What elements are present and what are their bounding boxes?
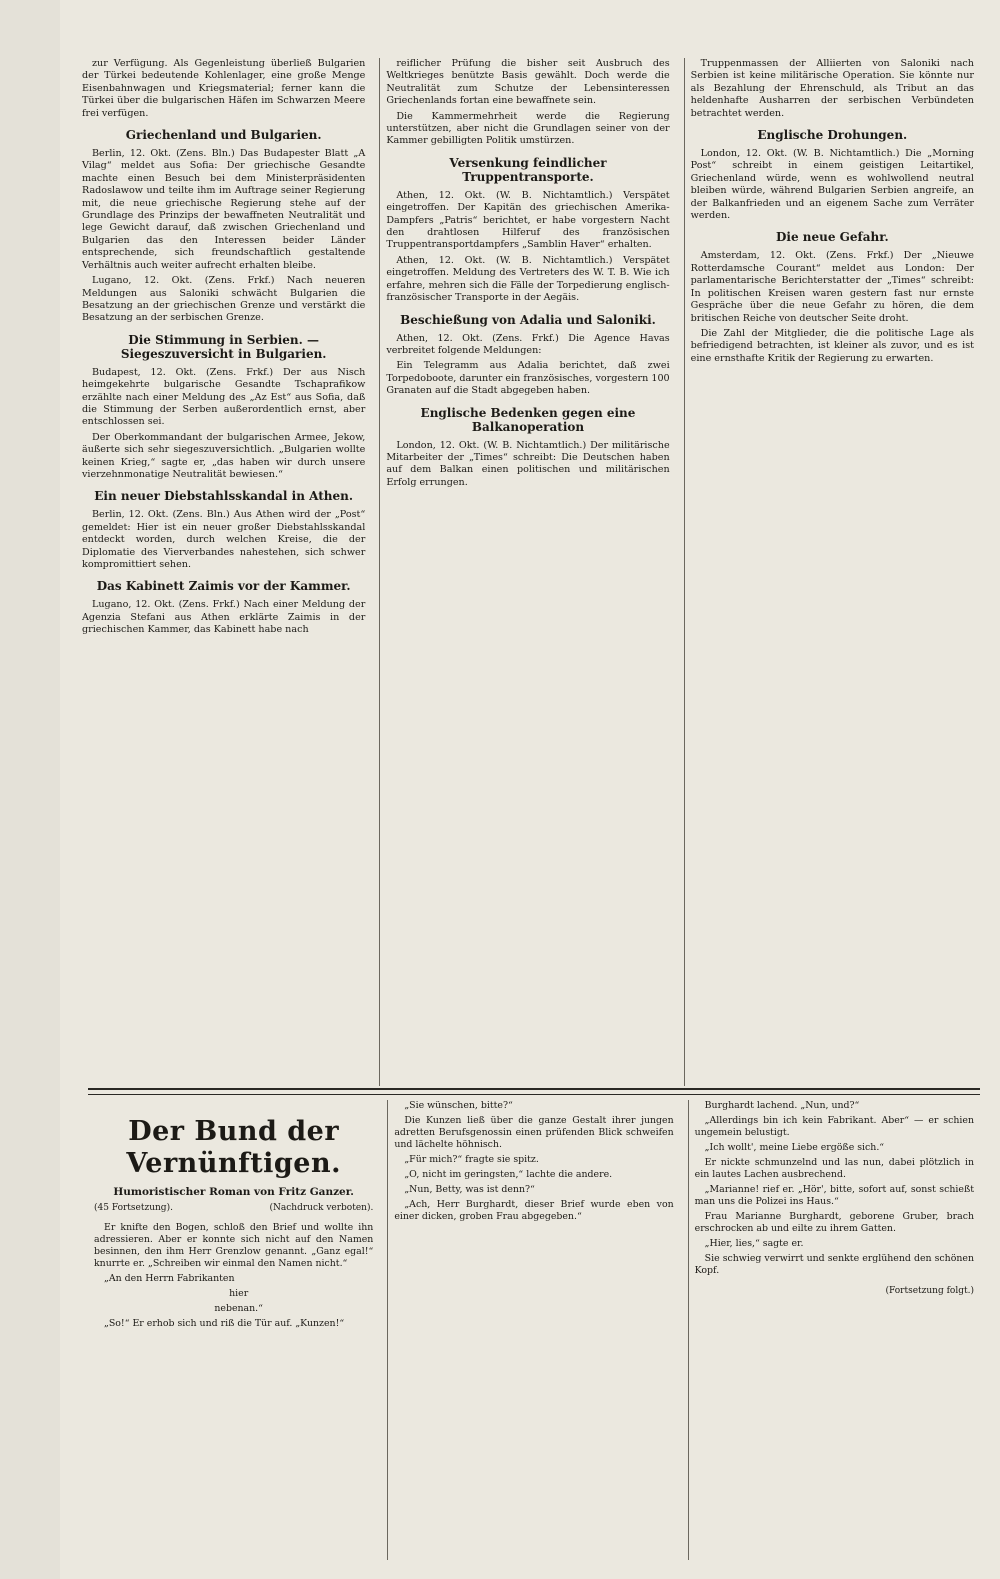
reprint-notice: (Nachdruck verboten).: [269, 1203, 374, 1213]
paragraph: „O, nicht im geringsten,“ lachte die andere.: [404, 1169, 613, 1180]
installment-number: (45 Fortsetzung).: [94, 1203, 173, 1213]
paragraph: „Sie wünschen, bitte?“: [404, 1100, 513, 1111]
paragraph: „So!“ Er erhob sich und riß die Tür auf. „Kunzen!“: [104, 1318, 345, 1329]
news-column-1: [76, 58, 371, 1086]
paragraph: Frau Marianne Burghardt, geborene Gruber, brach erschrocken ab und eilte zu ihrem Gatten.: [694, 1211, 974, 1234]
headline: Versenkung feindlicher Truppentransporte.: [449, 155, 607, 184]
paragraph: Lugano, 12. Okt. (Zens. Frkf.) Nach neueren Meldungen aus Saloniki schwächt Bulgarien die Besatzung an der griechischen Grenze und verstärkt die Besatzung an der serbischen Grenze.: [82, 275, 366, 324]
news-column-3: [684, 58, 980, 1086]
paragraph: Berlin, 12. Okt. (Zens. Bln.) Das Budapester Blatt „A Vilag“ meldet aus Sofia: Der griechische Gesandte machte einen Besuch bei dem Ministerpräsidenten Radoslawow und teilte ihm im Auftrage seiner Regierung mit, die neue griechische Regierung stehe auf der Grundlage des Prinzips der bewaffneten Neutralität und lege Gewicht darauf, daß zwischen Griechenland und Bulgarien das den Interessen beider Länder entsprechende, sich freundschaftlich gestaltende Verhältnis auch weiter aufrecht erhalten bleibe.: [82, 148, 366, 271]
continued-note: (Fortsetzung folgt.): [885, 1286, 974, 1296]
serial-subtitle: Humoristischer Roman von Fritz Ganzer.: [113, 1186, 354, 1198]
paragraph: Lugano, 12. Okt. (Zens. Frkf.) Nach einer Meldung der Agenzia Stefani aus Athen erklärte Zaimis in der griechischen Kammer, das Kabinett habe nach: [82, 599, 366, 636]
paragraph: reiflicher Prüfung die bisher seit Ausbruch des Weltkrieges benützte Basis gewählt. Doch werde die Neutralität zum Schutze der Lebensinteressen Griechenlands fortan eine bewaffnete sein.: [386, 58, 670, 107]
paragraph: Truppenmassen der Alliierten von Saloniki nach Serbien ist keine militärische Operation. Sie könnte nur als Bezahlung der Ehrenschuld, als Tribut an das heldenhafte Ausharren der serbischen Verbündeten betrachtet werden.: [690, 58, 974, 119]
paragraph: Athen, 12. Okt. (Zens. Frkf.) Die Agence Havas verbreitet folgende Meldungen:: [386, 332, 670, 356]
paragraph: zur Verfügung. Als Gegenleistung überließ Bulgarien der Türkei bedeutende Kohlenlager, eine große Menge Eisenbahnwagen und Kriegsmaterial; ferner kann die Türkei über die bulgarischen Häfen im Schwarzen Meere frei verfügen.: [82, 58, 366, 119]
paragraph: Sie schwieg verwirrt und senkte erglühend den schönen Kopf.: [694, 1253, 974, 1276]
paragraph: „Hier, lies,“ sagte er.: [704, 1238, 804, 1249]
serial-section: [88, 1100, 980, 1560]
news-column-2: [379, 58, 675, 1086]
serial-column-2: [387, 1100, 679, 1560]
paragraph: Die Zahl der Mitglieder, die die politische Lage als befriedigend betrachten, ist kleiner als zuvor, und es ist eine ernsthafte Kritik der Regierung zu erwarten.: [690, 327, 974, 364]
headline: Griechenland und Bulgarien.: [125, 128, 322, 143]
serial-meta: [94, 1202, 373, 1214]
paragraph: Die Kunzen ließ über die ganze Gestalt ihrer jungen adretten Berufsgenossin einen prüfenden Blick schweifen und lächelte höhnisch.: [394, 1115, 674, 1150]
paragraph: „Ach, Herr Burghardt, dieser Brief wurde eben von einer dicken, groben Frau abgegeben.“: [394, 1199, 674, 1222]
paragraph: Die Kammermehrheit werde die Regierung unterstützen, aber nicht die Grundlagen seiner von der Kammer gebilligten Politik umstürzen.: [386, 110, 670, 147]
scan-margin: [0, 0, 60, 1579]
paragraph: nebenan.“: [214, 1303, 263, 1314]
serial-column-1: [88, 1100, 379, 1560]
paragraph: „An den Herrn Fabrikanten: [104, 1273, 235, 1284]
paragraph: Athen, 12. Okt. (W. B. Nichtamtlich.) Verspätet eingetroffen. Meldung des Vertreters des W. T. B. Wie ich erfahre, mehren sich die Fälle der Torpedierung englisch-französischer Transporte in der Aegäis.: [386, 254, 670, 304]
paragraph: Er nickte schmunzelnd und las nun, dabei plötzlich in ein lautes Lachen ausbrechend.: [694, 1157, 974, 1180]
news-section: [76, 58, 980, 1086]
section-divider: [88, 1088, 980, 1095]
paragraph: London, 12. Okt. (W. B. Nichtamtlich.) Der militärische Mitarbeiter der „Times“ schreibt: Die Deutschen haben auf dem Balkan einen politischen und militärischen Erfolg errungen.: [386, 439, 670, 488]
paragraph: „Nun, Betty, was ist denn?“: [404, 1184, 535, 1195]
paragraph: Burghardt lachend. „Nun, und?“: [704, 1100, 860, 1111]
headline: Englische Bedenken gegen eine Balkanoperation: [420, 405, 636, 434]
paragraph: Der Oberkommandant der bulgarischen Armee, Jekow, äußerte sich sehr siegeszuversichtlich. „Bulgarien wollte keinen Krieg,“ sagte er, „das haben wir durch unsere vierzehnmonatige Neutralität bewiesen.“: [82, 431, 366, 480]
paragraph: London, 12. Okt. (W. B. Nichtamtlich.) Die „Morning Post“ schreibt in einem geistigen Leitartikel, Griechenland würde, wenn es wohlwollend neutral bleiben würde, während Bulgarien Serbien angreife, an der Balkanfrieden und an eigenem Sache zum Verräter werden.: [690, 148, 974, 222]
paragraph: hier: [229, 1288, 249, 1299]
paragraph: „Ich wollt', meine Liebe ergöße sich.“: [704, 1142, 885, 1153]
headline: Englische Drohungen.: [757, 128, 908, 143]
paragraph: Budapest, 12. Okt. (Zens. Frkf.) Der aus Nisch heimgekehrte bulgarische Gesandte Tschaprafikow erzählte nach einer Meldung des „Az Est“ aus Sofia, daß die Stimmung der Serben außerordentlich ernst, aber entschlossen sei.: [82, 366, 366, 428]
paragraph: Ein Telegramm aus Adalia berichtet, daß zwei Torpedoboote, darunter ein französisches, vorgestern 100 Granaten auf die Stadt abgegeben haben.: [386, 360, 670, 397]
serial-column-3: [688, 1100, 980, 1560]
paragraph: „Für mich?“ fragte sie spitz.: [404, 1154, 539, 1165]
headline: Ein neuer Diebstahlsskandal in Athen.: [94, 489, 354, 504]
headline: Beschießung von Adalia und Saloniki.: [400, 312, 656, 327]
paragraph: Amsterdam, 12. Okt. (Zens. Frkf.) Der „Nieuwe Rotterdamsche Courant“ meldet aus London: Der parlamentarische Berichterstatter der „Times“ schreibt: In politischen Kreisen waren gestern fast nur ernste Gespräche über die neue Gefahr zu hören, die dem britischen Reiche von deutscher Seite droht.: [690, 250, 974, 324]
paragraph: „Allerdings bin ich kein Fabrikant. Aber“ — er schien ungemein belustigt.: [694, 1115, 974, 1138]
headline: Das Kabinett Zaimis vor der Kammer.: [96, 579, 351, 594]
paragraph: Er knifte den Bogen, schloß den Brief und wollte ihn adressieren. Aber er konnte sich nicht auf den Namen besinnen, den ihm Herr Grenzlow genannt. „Ganz egal!“ knurrte er. „Schreiben wir einmal den Namen nicht.“: [94, 1222, 374, 1269]
headline: Die neue Gefahr.: [776, 230, 889, 245]
headline: Die Stimmung in Serbien. — Siegeszuversicht in Bulgarien.: [120, 332, 327, 361]
paragraph: Berlin, 12. Okt. (Zens. Bln.) Aus Athen wird der „Post“ gemeldet: Hier ist ein neuer großer Diebstahlsskandal entdeckt worden, durch welchen Kreise, die der Diplomatie des Vierverbandes nahestehen, sich schwer kompromittiert sehen.: [82, 509, 366, 570]
paragraph: „Marianne! rief er. „Hör', bitte, sofort auf, sonst schießt man uns die Polizei ins Haus.“: [694, 1184, 974, 1207]
serial-title: Der Bund der Vernünftigen.: [126, 1116, 342, 1179]
paragraph: Athen, 12. Okt. (W. B. Nichtamtlich.) Verspätet eingetroffen. Der Kapitän des griechischen Amerika-Dampfers „Patris“ berichtet, er habe vorgestern Nacht den drahtlosen Hilferuf des französischen Truppentransportdampfers „Samblin Haver“ erhalten.: [386, 189, 670, 251]
